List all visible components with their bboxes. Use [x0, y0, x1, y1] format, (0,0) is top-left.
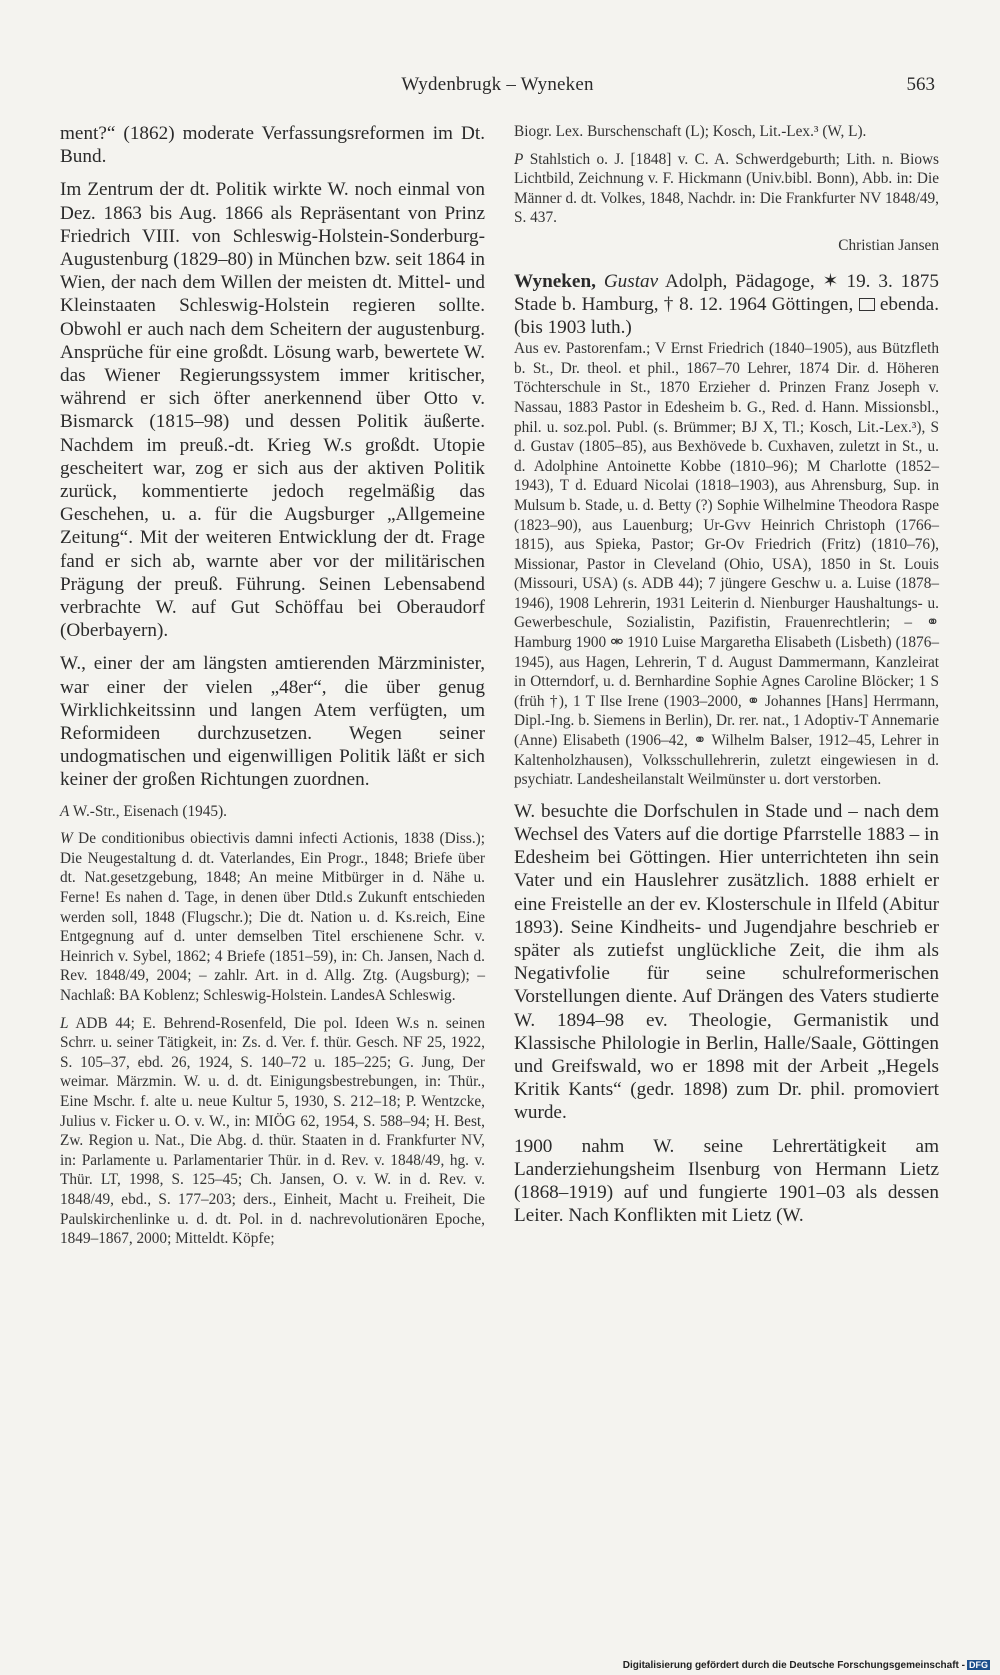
footer-credit	[623, 1660, 990, 1671]
page-number: 563	[906, 74, 935, 95]
left-column	[60, 122, 485, 1249]
right-column	[514, 122, 939, 1227]
section-a	[60, 802, 485, 822]
section-w-text: De conditionibus obiectivis damni infecti Actionis, 1838 (Diss.); Die Neugestaltung d. dt. Vaterlandes, Ein Progr., 1848; Briefe über dt. Nat.gesetzgebung, 1848; An meine Mitbürger in d. Nähe u. Ferne! Es nahen d. Tage, in denen über Dtld.s Zukunft entschieden werden soll, 1848 (Flugschr.); Die dt. Nation u. d. Ks.reich, Eine Entgegnung auf d. unter demselben Titel erschienene Schr. v. Heinrich v. Sybel, 1862; 4 Briefe (1851–59), in: Ch. Jansen, Nach d. Rev. 1848/49, 2004; – zahlr. Art. in d. Allg. Ztg. (Augsburg); – Nachlaß: BA Koblenz; Schleswig-Holstein. LandesA Schleswig.	[60, 830, 485, 1005]
section-p-text: Stahlstich o. J. [1848] v. C. A. Schwerdgeburth; Lith. n. Biows Lichtbild, Zeichnung v. F. Hickmann (Univ.bibl. Bonn), Abb. in: Die Männer d. dt. Volkes, 1848, Nachdr. in: Die Frankfurter NV 1848/49, S. 437.	[514, 150, 939, 227]
burial-symbol-icon	[859, 298, 875, 311]
paragraph: 1900 nahm W. seine Lehrertätigkeit am Landerziehungsheim Ilsenburg von Hermann Lietz (1868–1919) auf und fungierte 1901–03 als dessen Leiter. Nach Konflikten mit Lietz (W.	[514, 1135, 939, 1227]
genealogy: Aus ev. Pastorenfam.; V Ernst Friedrich (1840–1905), aus Bützfleth b. St., Dr. theol. et phil., 1867–70 Lehrer, 1874 Dir. d. Höheren Töchterschule in St., 1870 Erzieher d. Prinzen Franz Joseph v. Nassau, 1883 Pastor in Edesheim b. G., Red. d. Hann. Missionsbl., phil. u. soz.pol. Publ. (s. Brümmer; BJ X, Tl.; Kosch, Lit.-Lex.³), S d. Gustav (1805–85), aus Bexhövede b. Cuxhaven, zuletzt in St., u. d. Adolphine Antoinette Kobbe (1810–96); M Charlotte (1852–1943), T d. Eduard Nicolai (1818–1903), aus Ahrensburg, Sup. in Mulsum b. Stade, u. d. Betty (?) Sophie Wilhelmine Theodora Raspe (1823–90), aus Lauenburg; Ur-Gvv Heinrich Christoph (1766–1815), aus Spieka, Pastor; Gr-Ov Friedrich (Fritz) (1810–76), Missionar, Pastor in Cleveland (Ohio, USA), 1850 in St. Louis (Missouri, USA) (s. ADB 44); 7 jüngere Geschw u. a. Luise (1878–1946), 1908 Lehrerin, 1931 Leiterin d. Nienburger Haushaltungs- u. Gewerbeschule, Sozialistin, Pazifistin, Frauenrechtlerin; – ⚭ Hamburg 1900 ⚮ 1910 Luise Margaretha Elisabeth (Lisbeth) (1876–1945), aus Hagen, Lehrerin, T d. August Dammermann, Kanzleirat in Otterndorf, u. d. Bernhardine Sophie Agnes Caroline Blöcker; 1 S (früh †), 1 T Ilse Irene (1903–2000, ⚭ Johannes [Hans] Herrmann, Dipl.-Ing. b. Siemens in Berlin), Dr. rer. nat., 1 Adoptiv-T Annemarie (Anne) Elisabeth (1906–42, ⚭ Wilhelm Balser, 1912–45, Lehrer in Kaltenholzhausen), Volksschullehrerin, zuletzt eingewiesen in d. psychiatr. Landesheilanstalt Weilmünster u. dort verstorben.	[514, 340, 939, 789]
section-w	[60, 829, 485, 1005]
entry-given-name: Gustav	[603, 270, 659, 292]
section-l	[60, 1014, 485, 1249]
page-header	[60, 74, 935, 104]
section-l-continued: Biogr. Lex. Burschenschaft (L); Kosch, Lit.-Lex.³ (W, L).	[514, 123, 867, 140]
section-l-text: ADB 44; E. Behrend-Rosenfeld, Die pol. Ideen W.s n. seinen Schrr. u. seiner Tätigkeit, in: Zs. d. Ver. f. thür. Gesch. NF 25, 1922, S. 105–37, ebd. 26, 1924, S. 140–72 u. 185–225; G. Jung, Der weimar. Märzmin. W. u. d. dt. Einigungsbestrebungen, in: Thür., Eine Mschr. f. alte u. neue Kultur 5, 1930, S. 212–18; P. Wentzcke, Julius v. Ficker u. O. v. W., in: MIÖG 62, 1954, S. 588–94; H. Best, Zw. Region u. Nat., Die Abg. d. thür. Staaten in d. Frankfurter NV, in: Parlamente u. Parlamentarier Thür. in d. Rev. v. 1848/49, hg. v. Thür. LT, 1998, S. 125–45; Ch. Jansen, O. v. W. in d. Rev. v. 1848/49, ebd., S. 177–203; ders., Einheit, Macht u. Freiheit, Die Paulskirchenlinke u. d. dt. Pol. in d. nachrevolutionären Epoche, 1849–1867, 2000; Mitteldt. Köpfe;	[60, 1014, 485, 1248]
dfg-logo: DFG	[969, 1660, 988, 1670]
siglum-w: W	[60, 830, 73, 848]
siglum-a: A	[60, 802, 70, 820]
paragraph: Im Zentrum der dt. Politik wirkte W. noch einmal von Dez. 1863 bis Aug. 1866 als Repräsentant von Prinz Friedrich VIII. von Schleswig-Holstein-Sonderburg-Augustenburg (1829–80) in München bzw. seit 1864 in Wien, der nach dem Willen der meisten dt. Mittel- und Kleinstaaten Schleswig-Holstein regieren sollte. Obwohl er auch nach dem Scheitern der augustenburg. Ansprüche für eine großdt. Lösung warb, bewertete W. das Wiener Regierungssystem immer kritischer, während er sich öfter anerkennend über Otto v. Bismarck (1815–98) und dessen Politik äußerte. Nachdem im preuß.-dt. Krieg W.s großdt. Utopie gescheitert war, zog er sich aus der aktiven Politik zurück, kommentierte jedoch regelmäßig das Geschehen, u. a. für die Augsburger „Allgemeine Zeitung“. Mit der weiteren Entwicklung der dt. Frage fand er sich ab, warnte aber vor der militärischen Prägung der preuß. Führung. Seinen Lebensabend verbrachte W. auf Gut Schöffau bei Oberaudorf (Oberbayern).	[60, 179, 485, 642]
siglum-p: P	[514, 150, 524, 168]
section-p	[514, 150, 939, 228]
running-title: Wydenbrugk – Wyneken	[401, 74, 594, 95]
paragraph: ment?“ (1862) moderate Verfassungsreformen im Dt. Bund.	[60, 123, 485, 168]
article-author: Christian Jansen	[838, 236, 939, 254]
section-a-text: W.-Str., Eisenach (1945).	[69, 802, 227, 820]
entry-name: Wyneken,	[514, 270, 596, 292]
entry-details-end: ebenda. (bis 1903 luth.)	[514, 293, 939, 338]
paragraph: W., einer der am längsten amtierenden Märzminister, war einer der vielen „48er“, die über genug Wirklichkeitssinn und langen Atem verfügten, um Reformideen durchzusetzen. Wegen seiner undogmatischen und eigenwilligen Politik läßt er sich keiner der großen Richtungen zuordnen.	[60, 653, 485, 791]
entry-heading	[514, 270, 939, 340]
entry-details: Adolph, Pädagoge, ✶ 19. 3. 1875 Stade b. Hamburg, † 8. 12. 1964 Göttingen,	[514, 270, 939, 315]
footer-text: Digitalisierung gefördert durch die Deutsche Forschungsgemeinschaft -	[622, 1660, 965, 1671]
paragraph: W. besuchte die Dorfschulen in Stade und – nach dem Wechsel des Vaters auf die dortige Pfarrstelle 1883 – in Edesheim bei Göttingen. Hier unterrichteten ihn sein Vater und ein Hauslehrer zusätzlich. 1888 erhielt er eine Freistelle an der ev. Klosterschule in Ilfeld (Abitur 1893). Seine Kindheits- und Jugendjahre beschrieb er später als zutiefst unglückliche Zeit, die ihm als Negativfolie für seine schulreformerischen Vorstellungen diente. Auf Drängen des Vaters studierte W. 1894–98 ev. Theologie, Germanistik und Klassische Philologie in Berlin, Halle/Saale, Göttingen und Greifswald, wo er 1898 mit der Arbeit „Hegels Kritik Kants“ (gedr. 1898) zum Dr. phil. promoviert wurde.	[514, 800, 939, 1124]
siglum-l: L	[60, 1014, 69, 1032]
